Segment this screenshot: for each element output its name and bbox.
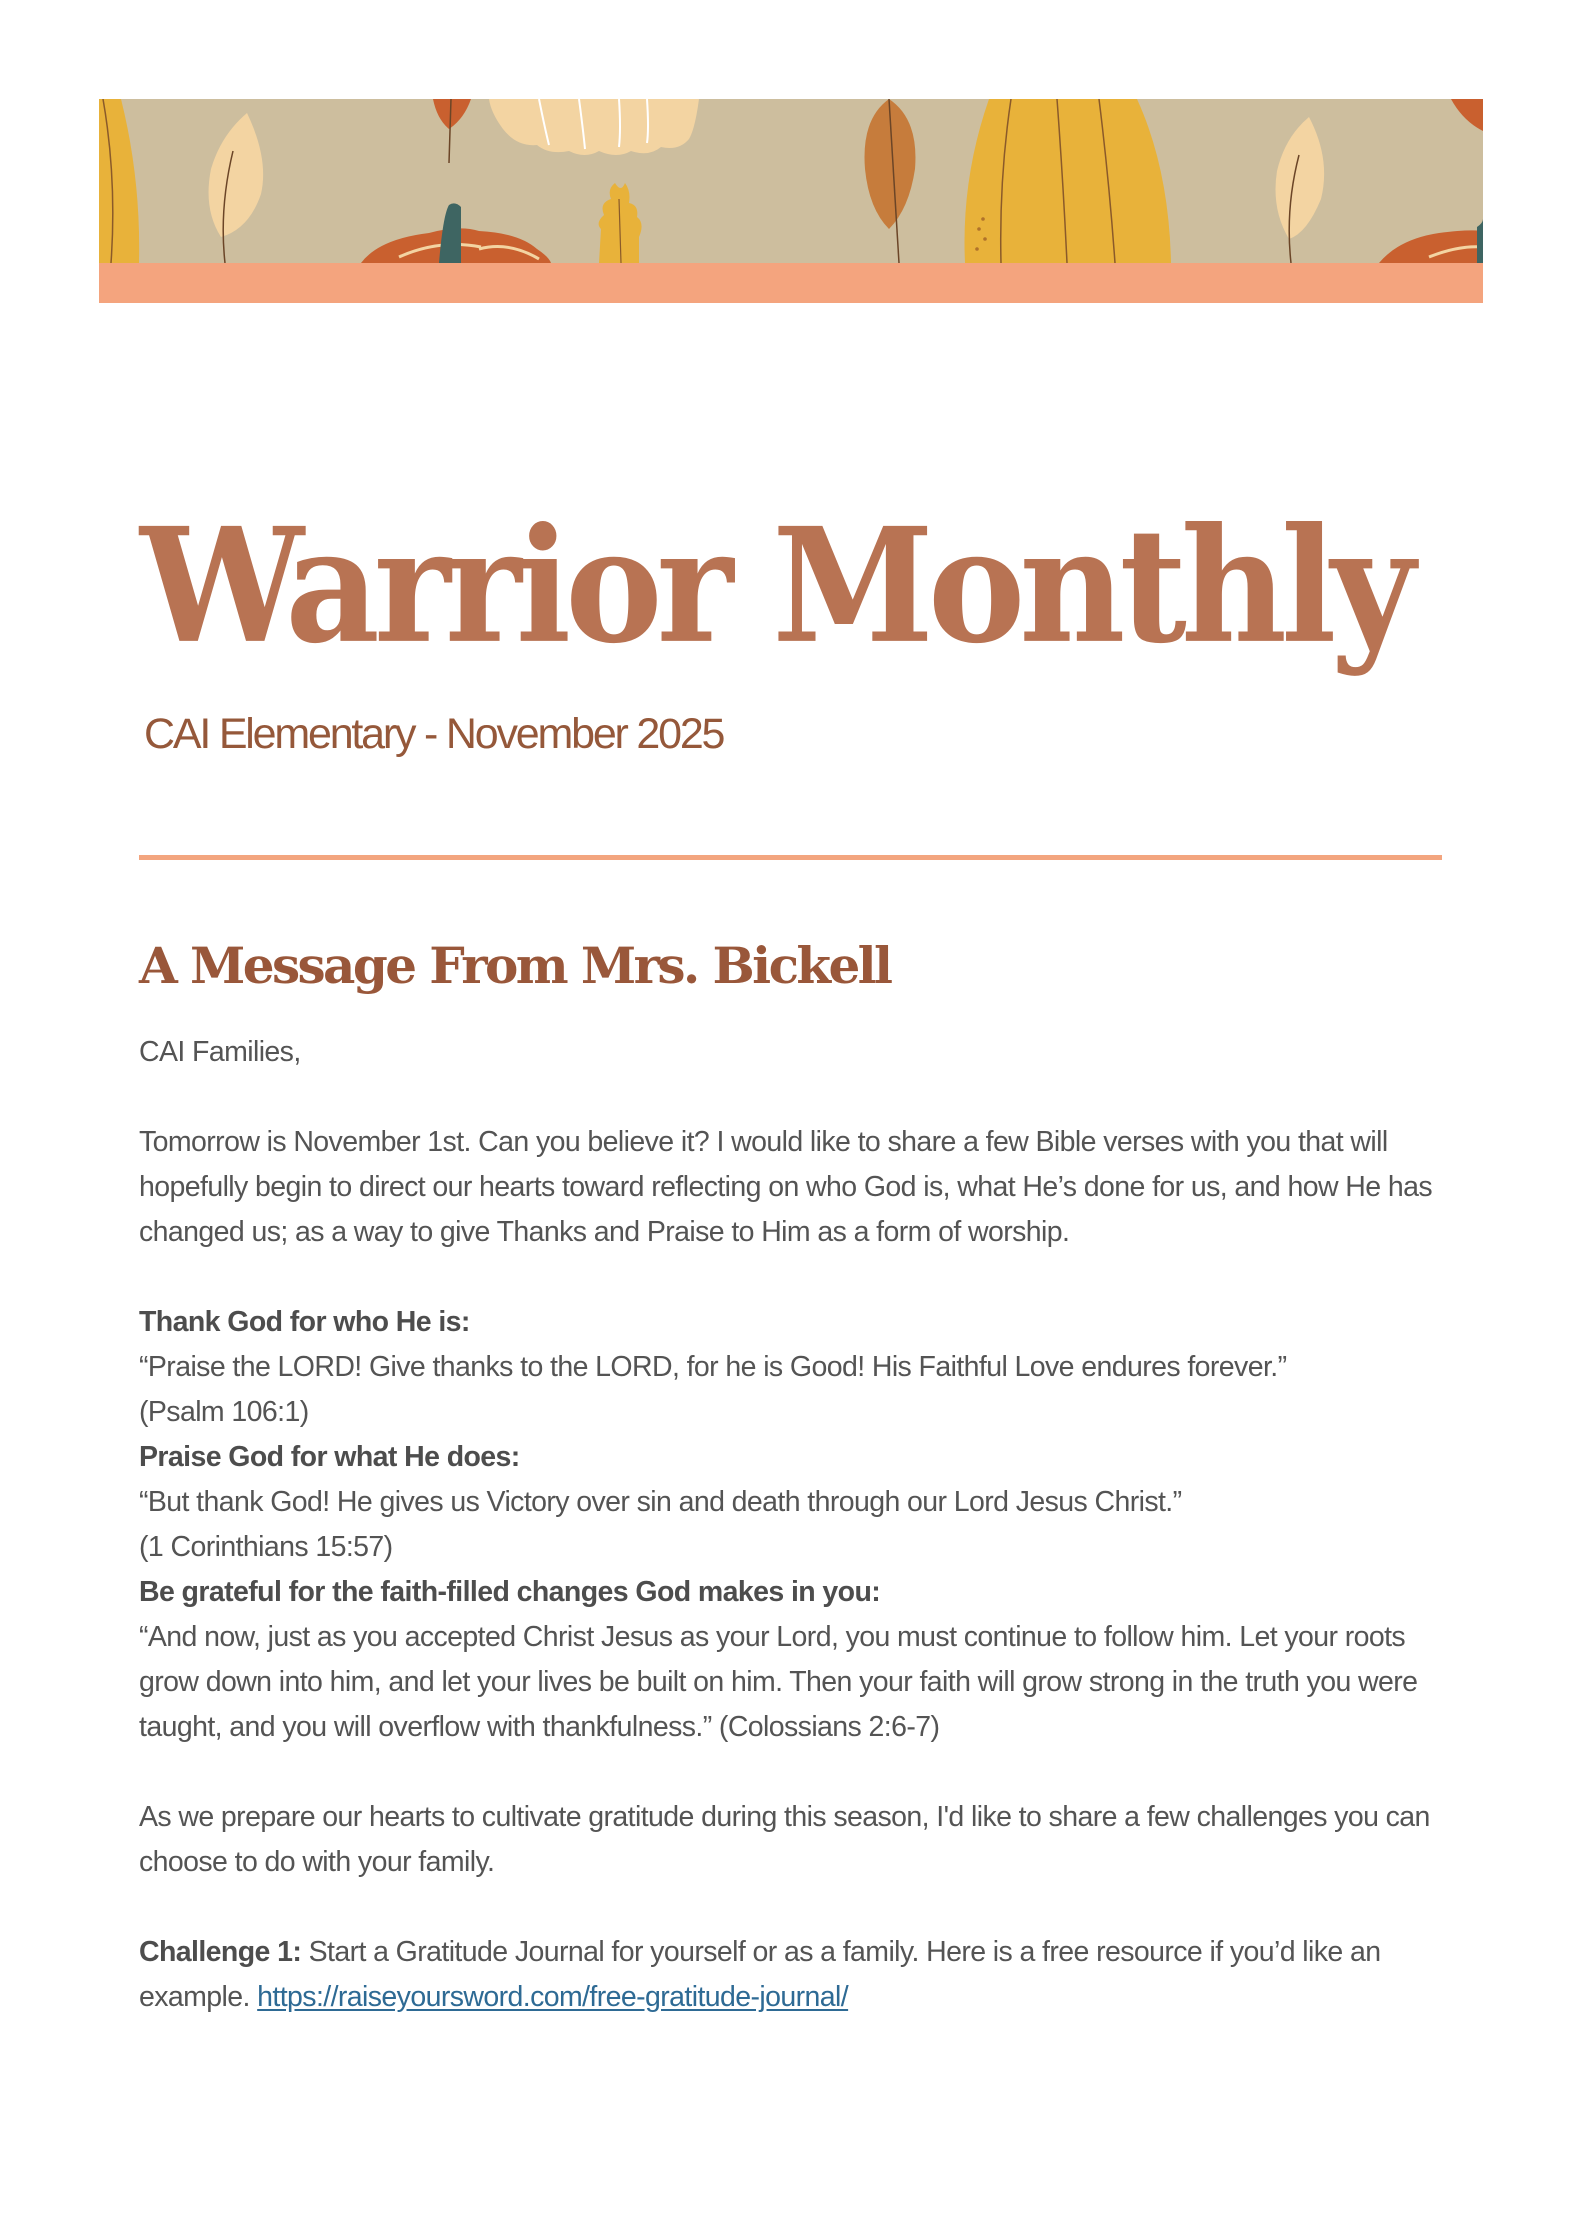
intro-paragraph: Tomorrow is November 1st. Can you believe it? I would like to share a few Bible verses with you that will hopefully begin to direct our hearts toward reflecting on who God is, what He’s done for us, and how He has changed us; as a way to give Thanks and Praise to Him as a form of worship.: [139, 1126, 1432, 1248]
verse-quote: “Praise the LORD! Give thanks to the LORD, for he is Good! His Faithful Love endures forever.”: [139, 1351, 1287, 1383]
verse-quote: “But thank God! He gives us Victory over sin and death through our Lord Jesus Christ.”: [139, 1486, 1182, 1518]
verse-block: [139, 1435, 1469, 1570]
newsletter-subtitle: CAI Elementary - November 2025: [144, 710, 724, 758]
message-heading: A Message From Mrs. Bickell: [139, 936, 891, 995]
verse-label: Thank God for who He is:: [139, 1306, 470, 1338]
newsletter-title: Warrior Monthly: [140, 493, 1410, 679]
verse-block: [139, 1570, 1469, 1750]
verse-block: [139, 1300, 1469, 1435]
verse-reference: (1 Corinthians 15:57): [139, 1531, 393, 1563]
autumn-illustration-icon: [99, 99, 1483, 303]
verse-label: Be grateful for the faith-filled changes God makes in you:: [139, 1576, 881, 1608]
verse-reference: (Colossians 2:6-7): [718, 1711, 940, 1743]
greeting: CAI Families,: [139, 1036, 301, 1068]
verse-label: Praise God for what He does:: [139, 1441, 520, 1473]
gratitude-journal-link[interactable]: https://raiseyoursword.com/free-gratitude-journal/: [257, 1981, 849, 2013]
section-divider: [139, 855, 1442, 860]
challenges-intro: As we prepare our hearts to cultivate gratitude during this season, I'd like to share a few challenges you can choose to do with your family.: [139, 1801, 1430, 1878]
message-body: [139, 1030, 1469, 2020]
verse-reference: (Psalm 106:1): [139, 1396, 309, 1428]
challenge-label: Challenge 1:: [139, 1936, 302, 1968]
autumn-banner: [99, 99, 1483, 303]
verse-quote: “And now, just as you accepted Christ Jesus as your Lord, you must continue to follow him. Let your roots grow down into him, and let your lives be built on him. Then your faith will grow strong in the truth you were taught, and you will overflow with thankfulness.”: [139, 1621, 1418, 1743]
challenge-text: Start a Gratitude Journal for yourself or as a family. Here is a free resource if you’d like an example.: [139, 1936, 1381, 2013]
challenge-item: [139, 1930, 1469, 2020]
